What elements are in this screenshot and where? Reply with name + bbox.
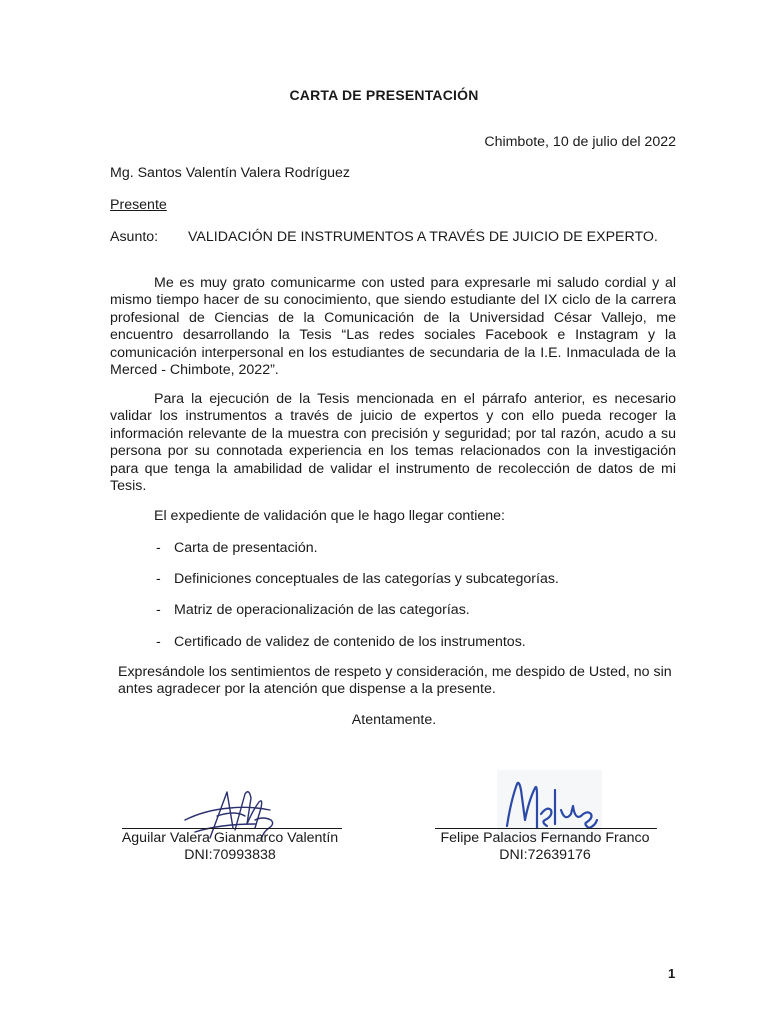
list-item-text: Definiciones conceptuales de las categorías y subcategorías.	[174, 571, 559, 587]
signer-dni: DNI:70993838	[184, 847, 276, 863]
subject-label: Asunto:	[110, 229, 159, 245]
closing-paragraph: Expresándole los sentimientos de respeto y consideración, me despido de Usted, no sin antes agradecer por la atención que dispense a la presente.	[118, 664, 672, 698]
recipient-name: Mg. Santos Valentín Valera Rodríguez	[110, 165, 351, 181]
presente-label: Presente	[110, 197, 167, 213]
page-number: 1	[668, 966, 676, 981]
letter-title: CARTA DE PRESENTACIÓN	[289, 87, 479, 103]
body-paragraph-1: Me es muy grato comunicarme con usted para expresarle mi saludo cordial y al mismo tiempo hacer de su conocimiento, que siendo estudiante del IX ciclo de la carrera profesional de Ciencias de la Comunicación de la Universidad César Vallejo, me encuentro desarrollando la Tesis “Las redes sociales Facebook e Instagram y la comunicación interpersonal en los estudiantes de secundaria de la I.E. Inmaculada de la Merced - Chimbote, 2022”.	[110, 275, 676, 379]
signature-block-left	[110, 830, 350, 864]
signature-line	[122, 828, 342, 829]
signer-name: Felipe Palacios Fernando Franco	[440, 830, 650, 846]
subject-line	[110, 229, 670, 246]
list-dash: -	[156, 540, 161, 556]
list-dash: -	[156, 571, 161, 587]
list-dash: -	[156, 634, 161, 650]
list-item	[156, 602, 470, 618]
signer-name: Aguilar Valera Gianmarco Valentín	[121, 830, 339, 846]
list-item-text: Matriz de operacionalización de las categorías.	[174, 602, 470, 618]
list-dash: -	[156, 602, 161, 618]
letter-date: Chimbote, 10 de julio del 2022	[484, 134, 676, 150]
list-item	[156, 634, 526, 650]
list-item-text: Carta de presentación.	[174, 540, 318, 556]
signature-block-right	[425, 830, 665, 864]
body-paragraph-3: El expediente de validación que le hago llegar contiene:	[154, 508, 506, 524]
list-item	[156, 540, 318, 556]
subject-text: VALIDACIÓN DE INSTRUMENTOS A TRAVÉS DE JUICIO DE EXPERTO.	[188, 229, 658, 245]
list-item	[156, 571, 559, 587]
signer-dni: DNI:72639176	[499, 847, 591, 863]
body-paragraph-2: Para la ejecución de la Tesis mencionada en el párrafo anterior, es necesario validar los instrumentos a través de juicio de expertos y con ello pueda recoger la información relevante de la muestra con precisión y seguridad; por tal razón, acudo a su persona por su connotada experiencia en los temas relacionados con la investigación para que tenga la amabilidad de validar el instrumento de recolección de datos de mi Tesis.	[110, 391, 676, 495]
signature-line	[435, 828, 657, 829]
sign-off: Atentamente.	[351, 712, 437, 728]
list-item-text: Certificado de validez de contenido de los instrumentos.	[174, 634, 526, 650]
